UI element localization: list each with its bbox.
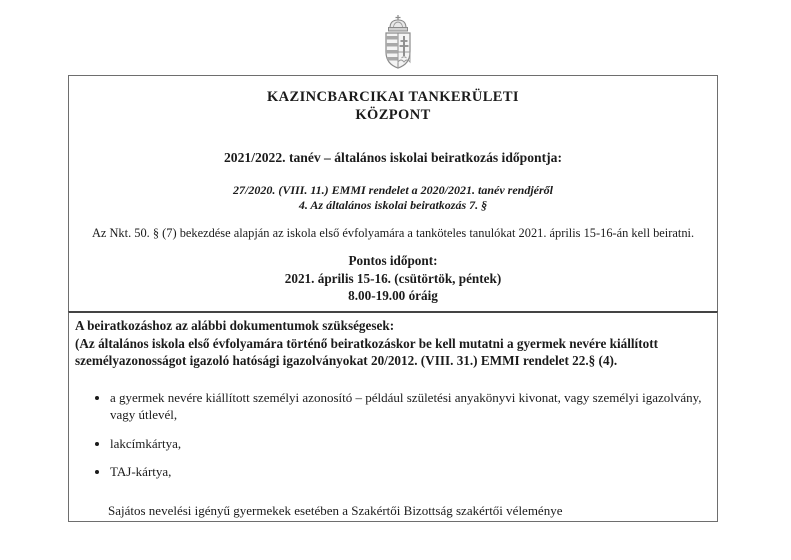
- list-item: • lakcímkártya,: [110, 435, 709, 453]
- exact-time-hours: 8.00-19.00 óráig: [348, 288, 438, 303]
- sen-note: Sajátos nevelési igényű gyermekek esetében a Szakértői Bizottság szakértői véleménye: [108, 502, 563, 518]
- documents-intro-line2: (Az általános iskola első évfolyamára történő beiratkozáskor be kell mutatni a gyermek nevére kiállított személyazonosságot igazoló hatósági igazolványokat 20/2012. (VIII. 31.) EMMI rendelet 22.§ (4).: [75, 335, 658, 368]
- regulation-line2: 4. Az általános iskolai beiratkozás 7. §: [298, 198, 488, 212]
- documents-intro-line1: A beiratkozáshoz az alábbi dokumentumok szükségesek:: [75, 318, 395, 333]
- enrollment-title: 2021/2022. tanév – általános iskolai beiratkozás időpontja:: [224, 150, 562, 165]
- header-box: [68, 75, 718, 136]
- exact-time-block: [69, 252, 717, 305]
- regulation-line1: 27/2020. (VIII. 11.) EMMI rendelet a 2020/2021. tanév rendjéről: [232, 183, 553, 197]
- list-item: • a gyermek nevére kiállított személyi azonosító – például születési anyakönyvi kivonat, vagy személyi igazolvány, vagy útlevél,: [110, 389, 709, 424]
- documents-box: [68, 311, 718, 522]
- documents-intro: [75, 317, 709, 370]
- enrollment-date-box: [68, 135, 718, 312]
- exact-time-date: 2021. április 15-16. (csütörtök, péntek): [284, 270, 502, 286]
- list-item: • TAJ-kártya,: [110, 463, 709, 481]
- documents-list: [75, 389, 709, 481]
- exact-time-heading: Pontos időpont:: [348, 253, 438, 268]
- organization-name-line2: KÖZPONT: [355, 107, 431, 123]
- hungary-coat-of-arms-icon: [372, 14, 424, 74]
- regulation-reference: [69, 183, 717, 213]
- law-text: Az Nkt. 50. § (7) bekezdése alapján az iskola első évfolyamára a tanköteles tanulókat 2021. április 15-16-án kell beiratni.: [91, 226, 695, 240]
- organization-name-line1: KAZINCBARCIKAI TANKERÜLETI: [267, 89, 519, 105]
